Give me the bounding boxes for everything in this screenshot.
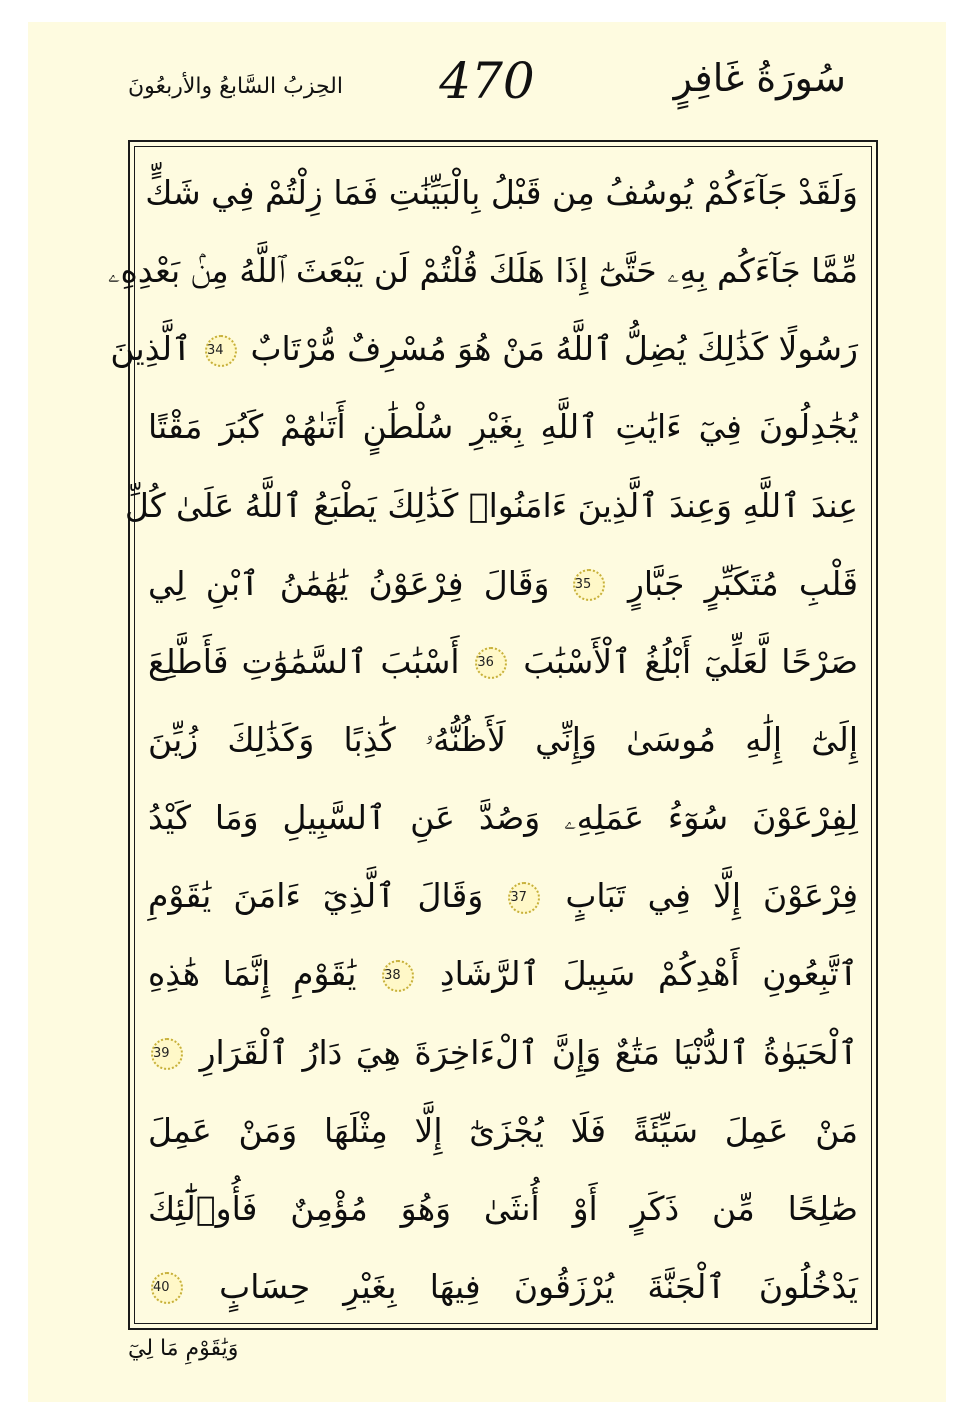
line-text: يَدْخُلُونَ ٱلْجَنَّةَ يُرْزَقُونَ فِيهَا بِغَيْرِ حِسَابٍ xyxy=(219,1266,858,1306)
line-text: ٱلَّذِينَ xyxy=(110,329,192,369)
verse-line-14 xyxy=(148,1178,858,1240)
verse-line-11 xyxy=(148,943,858,1005)
ayah-number-marker: 34 xyxy=(205,335,237,367)
ayah-number-marker: 39 xyxy=(151,1038,183,1070)
verse-line-4 xyxy=(148,396,858,458)
ayah-number-marker: 35 xyxy=(573,569,605,601)
line-text: لِفِرْعَوْنَ سُوٓءُ عَمَلِهِۦ وَصُدَّ عَنِ ٱلسَّبِيلِ وَمَا كَيْدُ xyxy=(148,798,858,838)
line-text: رَسُولًا كَذَٰلِكَ يُضِلُّ ٱللَّهُ مَنْ هُوَ مُسْرِفٌ مُّرْتَابٌ xyxy=(250,329,858,369)
page-number: 470 xyxy=(439,52,535,110)
line-text: فِرْعَوْنَ إِلَّا فِي تَبَابٍ xyxy=(565,876,858,916)
page-header xyxy=(128,52,846,138)
verse-line-3 xyxy=(110,318,858,380)
line-text: يَٰقَوْمِ إِنَّمَا هَٰذِهِ xyxy=(148,954,357,994)
line-text: مِّمَّا جَآءَكُم بِهِۦ حَتَّىٰٓ إِذَا هَلَكَ قُلْتُمْ لَن يَبْعَثَ ٱللَّهُ مِنۢ بَعْدِهِۦ xyxy=(107,251,858,291)
line-text: وَلَقَدْ جَآءَكُمْ يُوسُفُ مِن قَبْلُ بِالْبَيِّنَٰتِ فَمَا زِلْتُمْ فِي شَكٍّ xyxy=(145,173,858,212)
text-frame xyxy=(107,140,878,1330)
line-text: ٱتَّبِعُونِ أَهْدِكُمْ سَبِيلَ ٱلرَّشَادِ xyxy=(439,954,858,994)
line-text: يُجَٰدِلُونَ فِيٓ ءَايَٰتِ ٱللَّهِ بِغَيْرِ سُلْطَٰنٍ أَتَىٰهُمْ كَبُرَ مَقْتًا xyxy=(148,407,858,447)
verse-line-10 xyxy=(148,865,858,927)
line-text: صَرْحًا لَّعَلِّيٓ أَبْلُغُ ٱلْأَسْبَٰبَ xyxy=(523,641,858,681)
line-text: إِلَىٰٓ إِلَٰهِ مُوسَىٰ وَإِنِّي لَأَظُنُّهُۥ كَٰذِبًا وَكَذَٰلِكَ زُيِّنَ xyxy=(148,719,858,759)
mushaf-page xyxy=(28,22,946,1402)
verse-line-1 xyxy=(145,162,858,224)
line-text: وَقَالَ ٱلَّذِيٓ ءَامَنَ يَٰقَوْمِ xyxy=(148,876,484,916)
verse-line-12 xyxy=(148,1022,858,1084)
line-text: أَسْبَٰبَ ٱلسَّمَٰوَٰتِ فَأَطَّلِعَ xyxy=(148,641,460,681)
ayah-number-marker: 37 xyxy=(508,882,540,914)
verse-line-6 xyxy=(148,553,858,615)
verse-line-15 xyxy=(148,1256,858,1318)
verse-lines xyxy=(107,162,858,1318)
catchword: وَيَٰقَوْمِ مَا لِيٓ xyxy=(128,1336,239,1361)
verse-line-8 xyxy=(148,709,858,771)
verse-line-13 xyxy=(148,1100,858,1162)
verse-line-7 xyxy=(148,631,858,693)
line-text: ٱلْحَيَوٰةُ ٱلدُّنْيَا مَتَٰعٌ وَإِنَّ ٱلْءَاخِرَةَ هِيَ دَارُ ٱلْقَرَارِ xyxy=(199,1032,858,1072)
line-text: قَلْبِ مُتَكَبِّرٍ جَبَّارٍ xyxy=(628,563,858,603)
surah-name: سُورَةُ غَافِرٍ xyxy=(673,56,846,100)
ayah-number-marker: 36 xyxy=(475,647,507,679)
line-text: عِندَ ٱللَّهِ وَعِندَ ٱلَّذِينَ ءَامَنُوا۟ كَذَٰلِكَ يَطْبَعُ ٱللَّهُ عَلَىٰ كُلِّ xyxy=(124,485,858,525)
line-text: وَقَالَ فِرْعَوْنُ يَٰهَٰمَٰنُ ٱبْنِ لِي xyxy=(148,563,550,603)
verse-line-9 xyxy=(148,787,858,849)
ayah-number-marker: 40 xyxy=(151,1272,183,1304)
ayah-number-marker: 38 xyxy=(382,960,414,992)
hizb-label: الحِزبُ السَّابعُ والأربعُونَ xyxy=(128,74,343,99)
line-text: صَٰلِحًا مِّن ذَكَرٍ أَوْ أُنثَىٰ وَهُوَ مُؤْمِنٌ فَأُو۟لَٰٓئِكَ xyxy=(148,1188,858,1228)
verse-line-2 xyxy=(107,240,858,302)
line-text: مَنْ عَمِلَ سَيِّئَةً فَلَا يُجْزَىٰٓ إِلَّا مِثْلَهَا وَمَنْ عَمِلَ xyxy=(148,1110,858,1150)
verse-line-5 xyxy=(124,475,858,537)
